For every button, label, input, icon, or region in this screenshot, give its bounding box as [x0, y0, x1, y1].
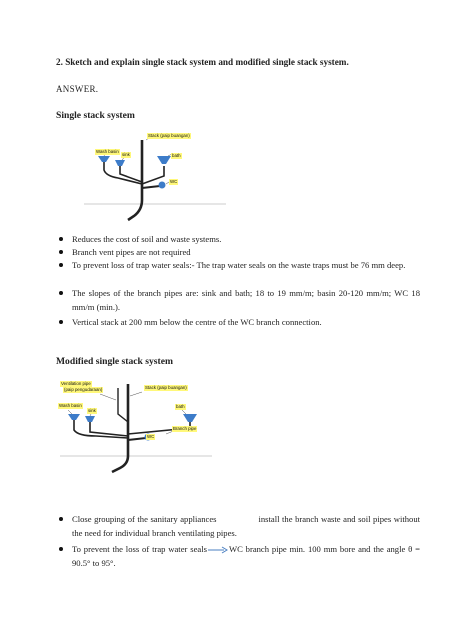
- list-item: To prevent loss of trap water seals:- The trap water seals on the waste traps must be 76 mm deep.: [72, 259, 420, 273]
- sink-icon: [85, 416, 95, 422]
- list-item: To prevent the loss of trap water seals WC branch pipe min. 100 mm bore and the angle θ = 90.5° to 95°.: [72, 543, 420, 570]
- list-item: Branch vent pipes are not required: [72, 246, 420, 260]
- bath-icon: [183, 414, 197, 422]
- branch-wc: [142, 186, 160, 188]
- list-item: Reduces the cost of soil and waste systems.: [72, 233, 420, 247]
- wash-basin-icon: [68, 414, 80, 420]
- list-item: The slopes of the branch pipes are: sink and bath; 18 to 19 mm/m; basin 20-120 mm/m; WC 18 mm/m (min.).: [72, 287, 420, 314]
- wash-basin-icon: [98, 156, 110, 162]
- arrow-right-icon: [208, 546, 228, 554]
- label-wc: WC: [147, 434, 155, 439]
- label-sink: sink: [88, 408, 96, 413]
- label-wash-basin: Wash basin: [59, 403, 82, 408]
- label-branch-pipe: Branch pipe: [173, 426, 197, 431]
- stack-pipe: [112, 384, 128, 472]
- branch-sink: [90, 420, 128, 436]
- wc-icon: [159, 182, 166, 189]
- branch-wc: [128, 438, 146, 440]
- answer-label: ANSWER.: [56, 84, 99, 94]
- label-bath: bath: [176, 404, 185, 409]
- list-item: Vertical stack at 200 mm below the centre of the WC branch connection.: [72, 316, 420, 330]
- label-wash-basin: Wash basin: [96, 149, 119, 154]
- single-stack-diagram: [80, 128, 230, 223]
- label-wc: WC: [170, 179, 178, 184]
- bath-icon: [157, 156, 171, 164]
- branch-bath: [142, 166, 164, 184]
- label-ventilation-pipe: Ventilation pipe: [61, 381, 91, 386]
- section-heading-single-stack: Single stack system: [56, 110, 135, 121]
- label-stack: Stack (paip buangan): [148, 133, 190, 138]
- question-heading: 2. Sketch and explain single stack system and modified single stack system.: [56, 57, 349, 67]
- label-stack: Stack (paip buangan): [145, 385, 187, 390]
- list-item: Close grouping of the sanitary appliances install the branch waste and soil pipes without the need for individual branch ventilating pipes.: [72, 513, 420, 540]
- stack-pipe: [128, 152, 142, 220]
- label-sink: sink: [122, 152, 130, 157]
- sink-icon: [115, 160, 125, 166]
- label-bath: bath: [172, 153, 181, 158]
- label-ventilation-pipe-local: (paip pengudaraan): [64, 387, 103, 392]
- section-heading-modified-single-stack: Modified single stack system: [56, 356, 173, 367]
- ventilation-pipe: [118, 388, 128, 422]
